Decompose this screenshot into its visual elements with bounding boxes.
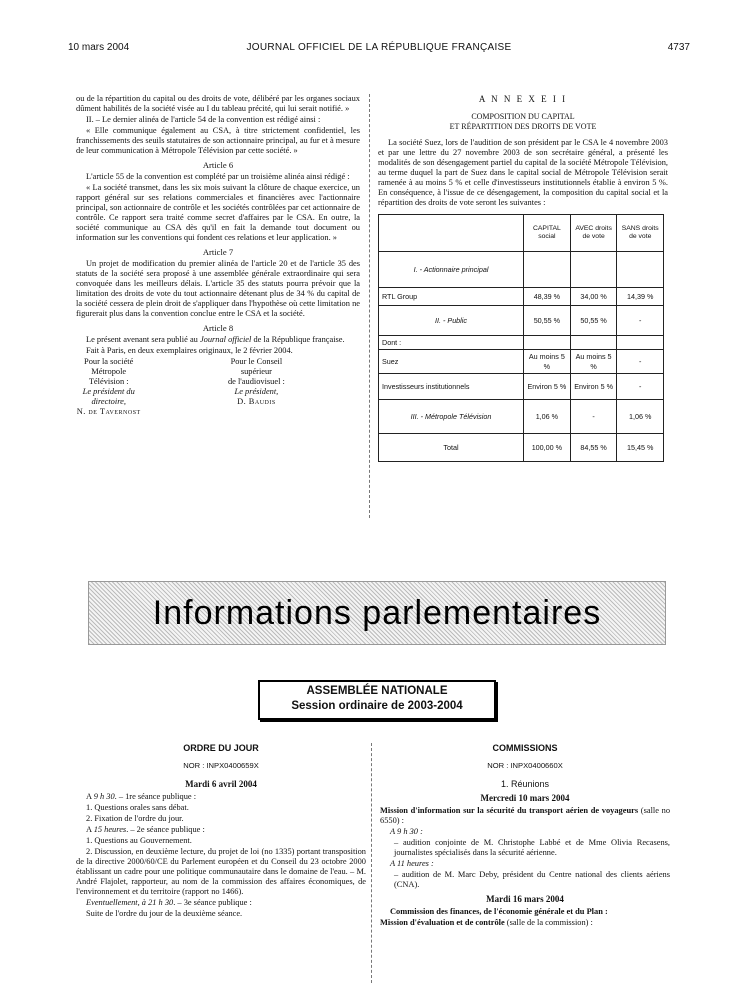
annexe-subtitle: COMPOSITION DU CAPITAL ET RÉPARTITION DES DROITS DE VOTE <box>449 112 597 131</box>
table-cell: 34,00 % <box>570 288 617 306</box>
table-row-label: RTL Group <box>379 288 524 306</box>
commission-line: Commission des finances, de l'économie générale et du Plan : <box>390 907 608 916</box>
table-cell: - <box>570 400 617 434</box>
table-cell: 1,06 % <box>524 400 571 434</box>
signature-right: Pour le Conseil supérieur de l'audiovisuel : Le président, D. Baudis <box>227 357 285 406</box>
agenda-line: A 9 h 30. – 1re séance publique : <box>86 792 197 801</box>
subsection-title: 1. Réunions <box>500 779 550 789</box>
table-cell: Au moins 5 % <box>570 350 617 374</box>
table-row-label: Dont : <box>379 336 524 350</box>
mission-line: Mission d'évaluation et de contrôle (salle de la commission) : <box>380 918 593 927</box>
table-cell: Environ 5 % <box>524 374 571 400</box>
session-date: Mardi 6 avril 2004 <box>185 779 257 789</box>
article-heading: Article 8 <box>202 323 234 333</box>
agenda-line: – audition conjointe de M. Christophe Labbé et de Mme Olivia Recasens, journalistes spécialisés dans la sécurité aérienne. <box>394 838 670 857</box>
agenda-line: 1. Questions au Gouvernement. <box>86 836 192 845</box>
column-divider <box>369 94 370 518</box>
table-row-label: Suez <box>379 350 524 374</box>
table-cell: 14,39 % <box>617 288 664 306</box>
table-cell: 50,55 % <box>570 306 617 336</box>
table-row-label: II. - Public <box>379 306 524 336</box>
agenda-line: Eventuellement, à 21 h 30. – 3e séance publique : <box>86 898 252 907</box>
section-title: COMMISSIONS <box>492 743 558 753</box>
table-row-label: Investisseurs institutionnels <box>379 374 524 400</box>
assemblee-title: ASSEMBLÉE NATIONALE <box>306 685 448 697</box>
capital-table <box>378 214 664 462</box>
agenda-line: – audition de M. Marc Deby, président du Centre national des clients aériens (CNA). <box>394 870 670 889</box>
nor-reference: NOR : INPX0400660X <box>487 761 563 770</box>
assemblee-session: Session ordinaire de 2003-2004 <box>291 700 463 712</box>
nor-reference: NOR : INPX0400659X <box>183 761 259 770</box>
left-column <box>76 94 360 417</box>
time-line: A 9 h 30 : <box>390 827 423 836</box>
table-cell: Au moins 5 % <box>524 350 571 374</box>
table-cell: 15,45 % <box>617 434 664 462</box>
right-column <box>378 94 668 462</box>
table-header-blank <box>379 215 524 252</box>
table-row-label: III. - Métropole Télévision <box>379 400 524 434</box>
table-cell: - <box>617 374 664 400</box>
table-header: SANS droits de vote <box>617 215 664 252</box>
table-cell: Environ 5 % <box>570 374 617 400</box>
table-row-label: Total <box>379 434 524 462</box>
time-line: A 11 heures : <box>390 859 434 868</box>
mission-line: Mission d'information sur la sécurité du transport aérien de voyageurs (salle no 6550) : <box>380 806 671 825</box>
table-cell: - <box>617 350 664 374</box>
session-date: Mercredi 10 mars 2004 <box>480 793 570 803</box>
article-heading: Article 7 <box>202 247 234 257</box>
session-date: Mardi 16 mars 2004 <box>486 894 564 904</box>
table-cell: 48,39 % <box>524 288 571 306</box>
paragraph: Le présent avenant sera publié au Journal officiel de la République française. <box>86 335 345 344</box>
paragraph: II. – Le dernier alinéa de l'article 54 de la convention est rédigé ainsi : <box>86 115 321 124</box>
agenda-line: A 15 heures. – 2e séance publique : <box>86 825 205 834</box>
header-journal-title: JOURNAL OFFICIEL DE LA RÉPUBLIQUE FRANÇAISE <box>246 42 512 53</box>
table-cell: 84,55 % <box>570 434 617 462</box>
header-date: 10 mars 2004 <box>68 42 130 53</box>
table-header: CAPITAL social <box>524 215 571 252</box>
ordre-du-jour-column <box>76 743 366 920</box>
agenda-line: 2. Discussion, en deuxième lecture, du projet de loi (no 1335) portant transposition de la directive 2000/60/CE du Parlement européen et du Conseil du 23 octobre 2000 établissant un cadre pour une politique communautaire dans le domaine de l'eau. – M. André Flajolet, rapporteur, au nom de la commission des affaires économiques, de l'environnement et du territoire (rapport no 1466). <box>76 847 366 896</box>
paragraph: ou de la répartition du capital ou des droits de vote, délibéré par les organes sociaux dûment habilités de la société visée au I du tableau précité, qui lui serait notifié. » <box>76 94 360 113</box>
paragraph: « La société transmet, dans les six mois suivant la clôture de chaque exercice, un rapport général sur ses relations commerciales et financières avec l'actionnaire principal, son actionnaire de contrôle et les sociétés contrôlées par cet actionnaire de contrôle. Ce rapport sera traité comme secret d'affaires par le CSA. En outre, la société communique au CSA dès qu'il en fait la demande tout document ou information sur les conventions qui fondent ces relations et leur application. » <box>76 183 360 242</box>
paragraph: La société Suez, lors de l'audition de son président par le CSA le 4 novembre 2003 et par une lettre du 27 novembre 2003 de son secrétaire général, a présenté les modalités de son désengagement partiel du capital de la société Métropole Télévision, au terme duquel la part de Suez dans le capital social de Métropole Télévision serait ramenée à au moins 5 % et celle d'investisseurs institutionnels établie à environ 5 %. En conséquence, à l'issue de ce désengagement, la composition du capital social et la répartition des droits de vote seront les suivantes : <box>378 138 668 207</box>
assemblee-box <box>258 680 496 720</box>
section-banner <box>88 581 666 645</box>
agenda-line: Suite de l'ordre du jour de la deuxième séance. <box>86 909 243 918</box>
paragraph: Un projet de modification du premier alinéa de l'article 20 et de l'article 35 des statuts de la société sera proposé à une assemblée générale extraordinaire qui sera convoquée dans les meilleurs délais. L'article 35 des statuts pourra prévoir que la limitation des droits de vote du tout actionnaire détenant plus de 34 % du capital de la société cessera de plein droit de s'appliquer dans l'hypothèse où cette limitation ne figurerait plus dans la convention conclue entre le CSA et la société. <box>76 259 360 318</box>
agenda-line: 1. Questions orales sans débat. <box>86 803 189 812</box>
paragraph: L'article 55 de la convention est complété par un troisième alinéa ainsi rédigé : <box>86 172 350 181</box>
annexe-title: A N N E X E I I <box>478 94 568 104</box>
banner-title: Informations parlementaires <box>152 593 602 632</box>
table-cell: 1,06 % <box>617 400 664 434</box>
agenda-line: 2. Fixation de l'ordre du jour. <box>86 814 184 823</box>
table-row-label: I. - Actionnaire principal <box>379 252 524 288</box>
column-divider <box>371 743 372 983</box>
table-cell: 100,00 % <box>524 434 571 462</box>
header-page-number: 4737 <box>667 42 690 53</box>
paragraph: Fait à Paris, en deux exemplaires originaux, le 2 février 2004. <box>86 346 293 355</box>
signatures <box>76 357 360 417</box>
table-header: AVEC droits de vote <box>570 215 617 252</box>
signature-left: Pour la société Métropole Télévision : Le président du directoire, N. de Tavernost <box>76 357 141 416</box>
table-cell: - <box>617 306 664 336</box>
table-cell: 50,55 % <box>524 306 571 336</box>
commissions-column <box>380 743 670 929</box>
section-title: ORDRE DU JOUR <box>183 743 259 753</box>
paragraph: « Elle communique également au CSA, à titre strictement confidentiel, les franchissements des seuils statutaires de son actionnaire principal, au fur et à mesure de leur communication à Métropole Télévision par cette société. » <box>76 126 360 155</box>
article-heading: Article 6 <box>202 160 234 170</box>
